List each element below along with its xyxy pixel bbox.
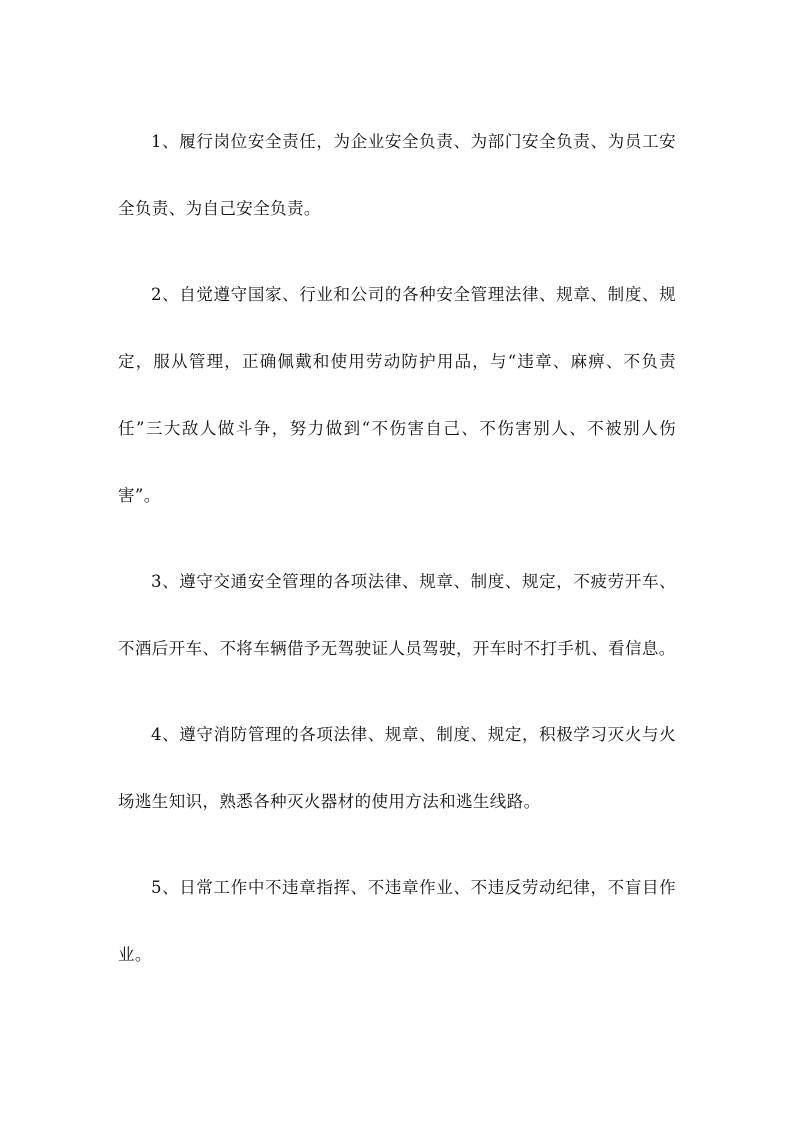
paragraph-item-5: 5、日常工作中不违章指挥、不违章作业、不违反劳动纪律，不盲目作业。 [118, 878, 676, 964]
paragraph-item-2: 2、自觉遵守国家、行业和公司的各种安全管理法律、规章、制度、规定，服从管理，正确佩戴和使用劳动防护用品，与“违章、麻痹、不负责任”三大敌人做斗争，努力做到“不伤害自己、不伤害别人、不被别人伤害”。 [118, 285, 676, 505]
paragraph-item-1: 1、履行岗位安全责任，为企业安全负责、为部门安全负责、为员工安全负责、为自己安全负责。 [118, 132, 676, 218]
document-body [118, 108, 676, 1007]
paragraph-item-4: 4、遵守消防管理的各项法律、规章、制度、规定，积极学习灭火与火场逃生知识，熟悉各种灭火器材的使用方法和逃生线路。 [118, 725, 676, 811]
paragraph-item-3: 3、遵守交通安全管理的各项法律、规章、制度、规定，不疲劳开车、不酒后开车、不将车辆借予无驾驶证人员驾驶，开车时不打手机、看信息。 [118, 572, 676, 658]
